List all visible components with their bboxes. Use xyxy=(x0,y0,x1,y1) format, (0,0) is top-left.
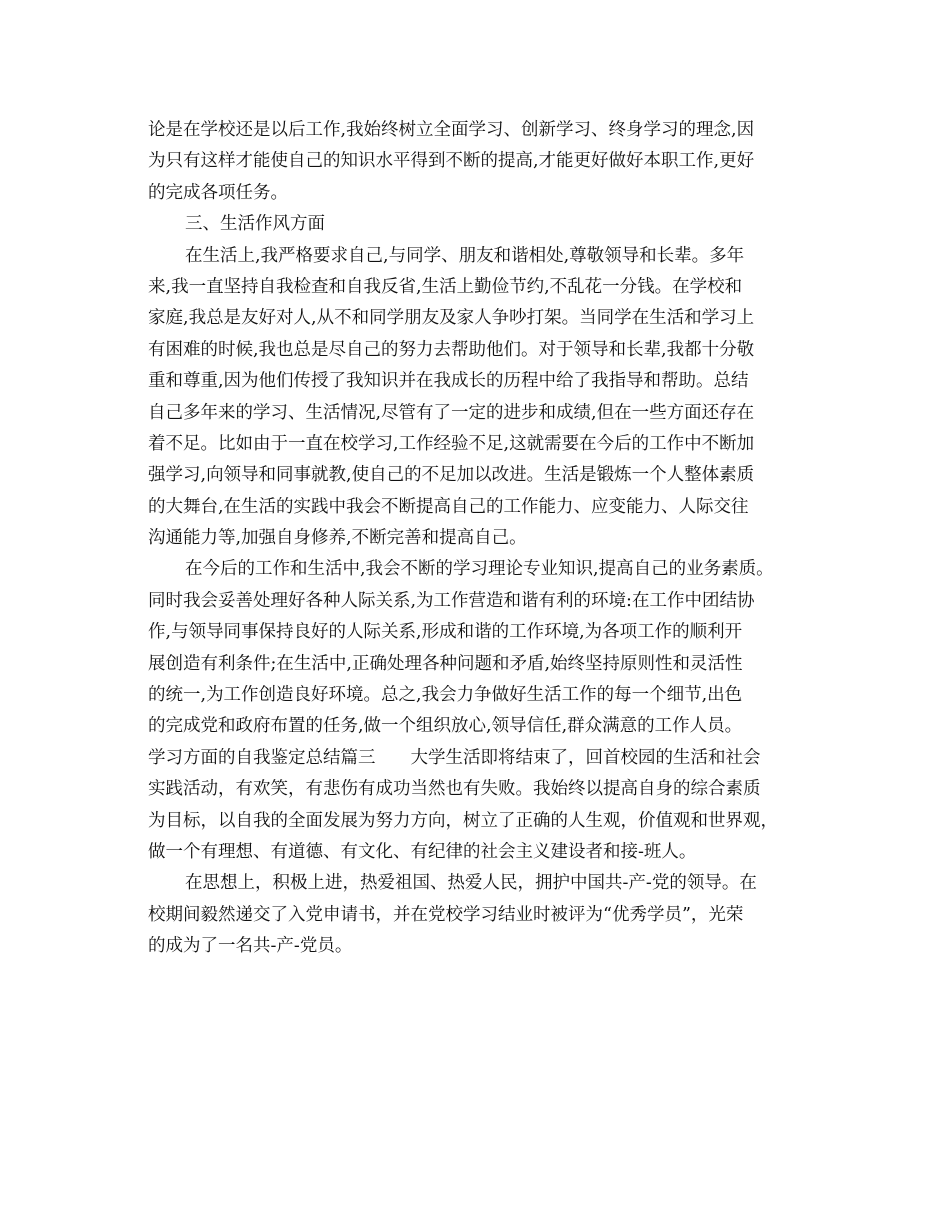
text-line: 的统一,为工作创造良好环境。总之,我会力争做好生活工作的每一个细节,出色 xyxy=(148,685,743,706)
text-line: 做一个有理想、有道德、有文化、有纪律的社会主义建设者和接-班人。 xyxy=(148,841,697,862)
text-line: 三、生活作风方面 xyxy=(185,214,325,235)
text-line: 在生活上,我严格要求自己,与同学、朋友和谐相处,尊敬领导和长辈。多年 xyxy=(185,245,745,266)
text-line: 沟通能力等,加强自身修养,不断完善和提高自己。 xyxy=(148,528,527,549)
text-line: 在思想上，积极上进，热爱祖国、热爱人民，拥护中国共-产-党的领导。在 xyxy=(185,873,757,894)
text-line: 强学习,向领导和同事就教,使自己的不足加以改进。生活是锻炼一个人整体素质 xyxy=(148,465,755,486)
text-line: 在今后的工作和生活中,我会不断的学习理论专业知识,提高自己的业务素质。 xyxy=(185,559,774,580)
text-line: 自己多年来的学习、生活情况,尽管有了一定的进步和成绩,但在一些方面还存在 xyxy=(148,402,755,423)
text-line: 家庭,我总是友好对人,从不和同学朋友及家人争吵打架。当同学在生活和学习上 xyxy=(148,308,755,329)
text-line: 着不足。比如由于一直在校学习,工作经验不足,这就需要在今后的工作中不断加 xyxy=(148,433,755,454)
text-line: 实践活动，有欢笑，有悲伤有成功当然也有失败。我始终以提高自身的综合素质 xyxy=(148,779,761,800)
text-line: 的大舞台,在生活的实践中我会不断提高自己的工作能力、应变能力、人际交往 xyxy=(148,496,749,517)
document-body xyxy=(148,115,818,963)
text-line: 同时我会妥善处理好各种人际关系,为工作营造和谐有利的环境:在工作中团结协 xyxy=(148,590,755,611)
text-line: 的完成党和政府布置的任务,做一个组织放心,领导信任,群众满意的工作人员。 xyxy=(148,716,743,737)
text-line: 论是在学校还是以后工作,我始终树立全面学习、创新学习、终身学习的理念,因 xyxy=(148,120,755,140)
text-line: 重和尊重,因为他们传授了我知识并在我成长的历程中给了我指导和帮助。总结 xyxy=(148,371,749,392)
text-line: 展创造有利条件;在生活中,正确处理各种问题和矛盾,始终坚持原则性和灵活性 xyxy=(148,653,743,674)
text-line: 校期间毅然递交了入党申请书，并在党校学习结业时被评为“优秀学员”，光荣 xyxy=(148,904,744,925)
text-line: 来,我一直坚持自我检查和自我反省,生活上勤俭节约,不乱花一分钱。在学校和 xyxy=(148,276,743,297)
text-line: 的完成各项任务。 xyxy=(148,182,288,203)
text-line: 有困难的时候,我也总是尽自己的努力去帮助他们。对于领导和长辈,我都十分敬 xyxy=(148,339,755,360)
text-line: 学习方面的自我鉴定总结篇三 大学生活即将结束了，回首校园的生活和社会 xyxy=(148,747,761,768)
text-line: 为只有这样才能使自己的知识水平得到不断的提高,才能更好做好本职工作,更好 xyxy=(148,151,755,172)
text-line: 为目标，以自我的全面发展为努力方向，树立了正确的人生观，价值观和世界观， xyxy=(148,810,778,831)
text-line: 的成为了一名共-产-党员。 xyxy=(148,936,353,957)
text-line: 作,与领导同事保持良好的人际关系,形成和谐的工作环境,为各项工作的顺利开 xyxy=(148,622,743,643)
